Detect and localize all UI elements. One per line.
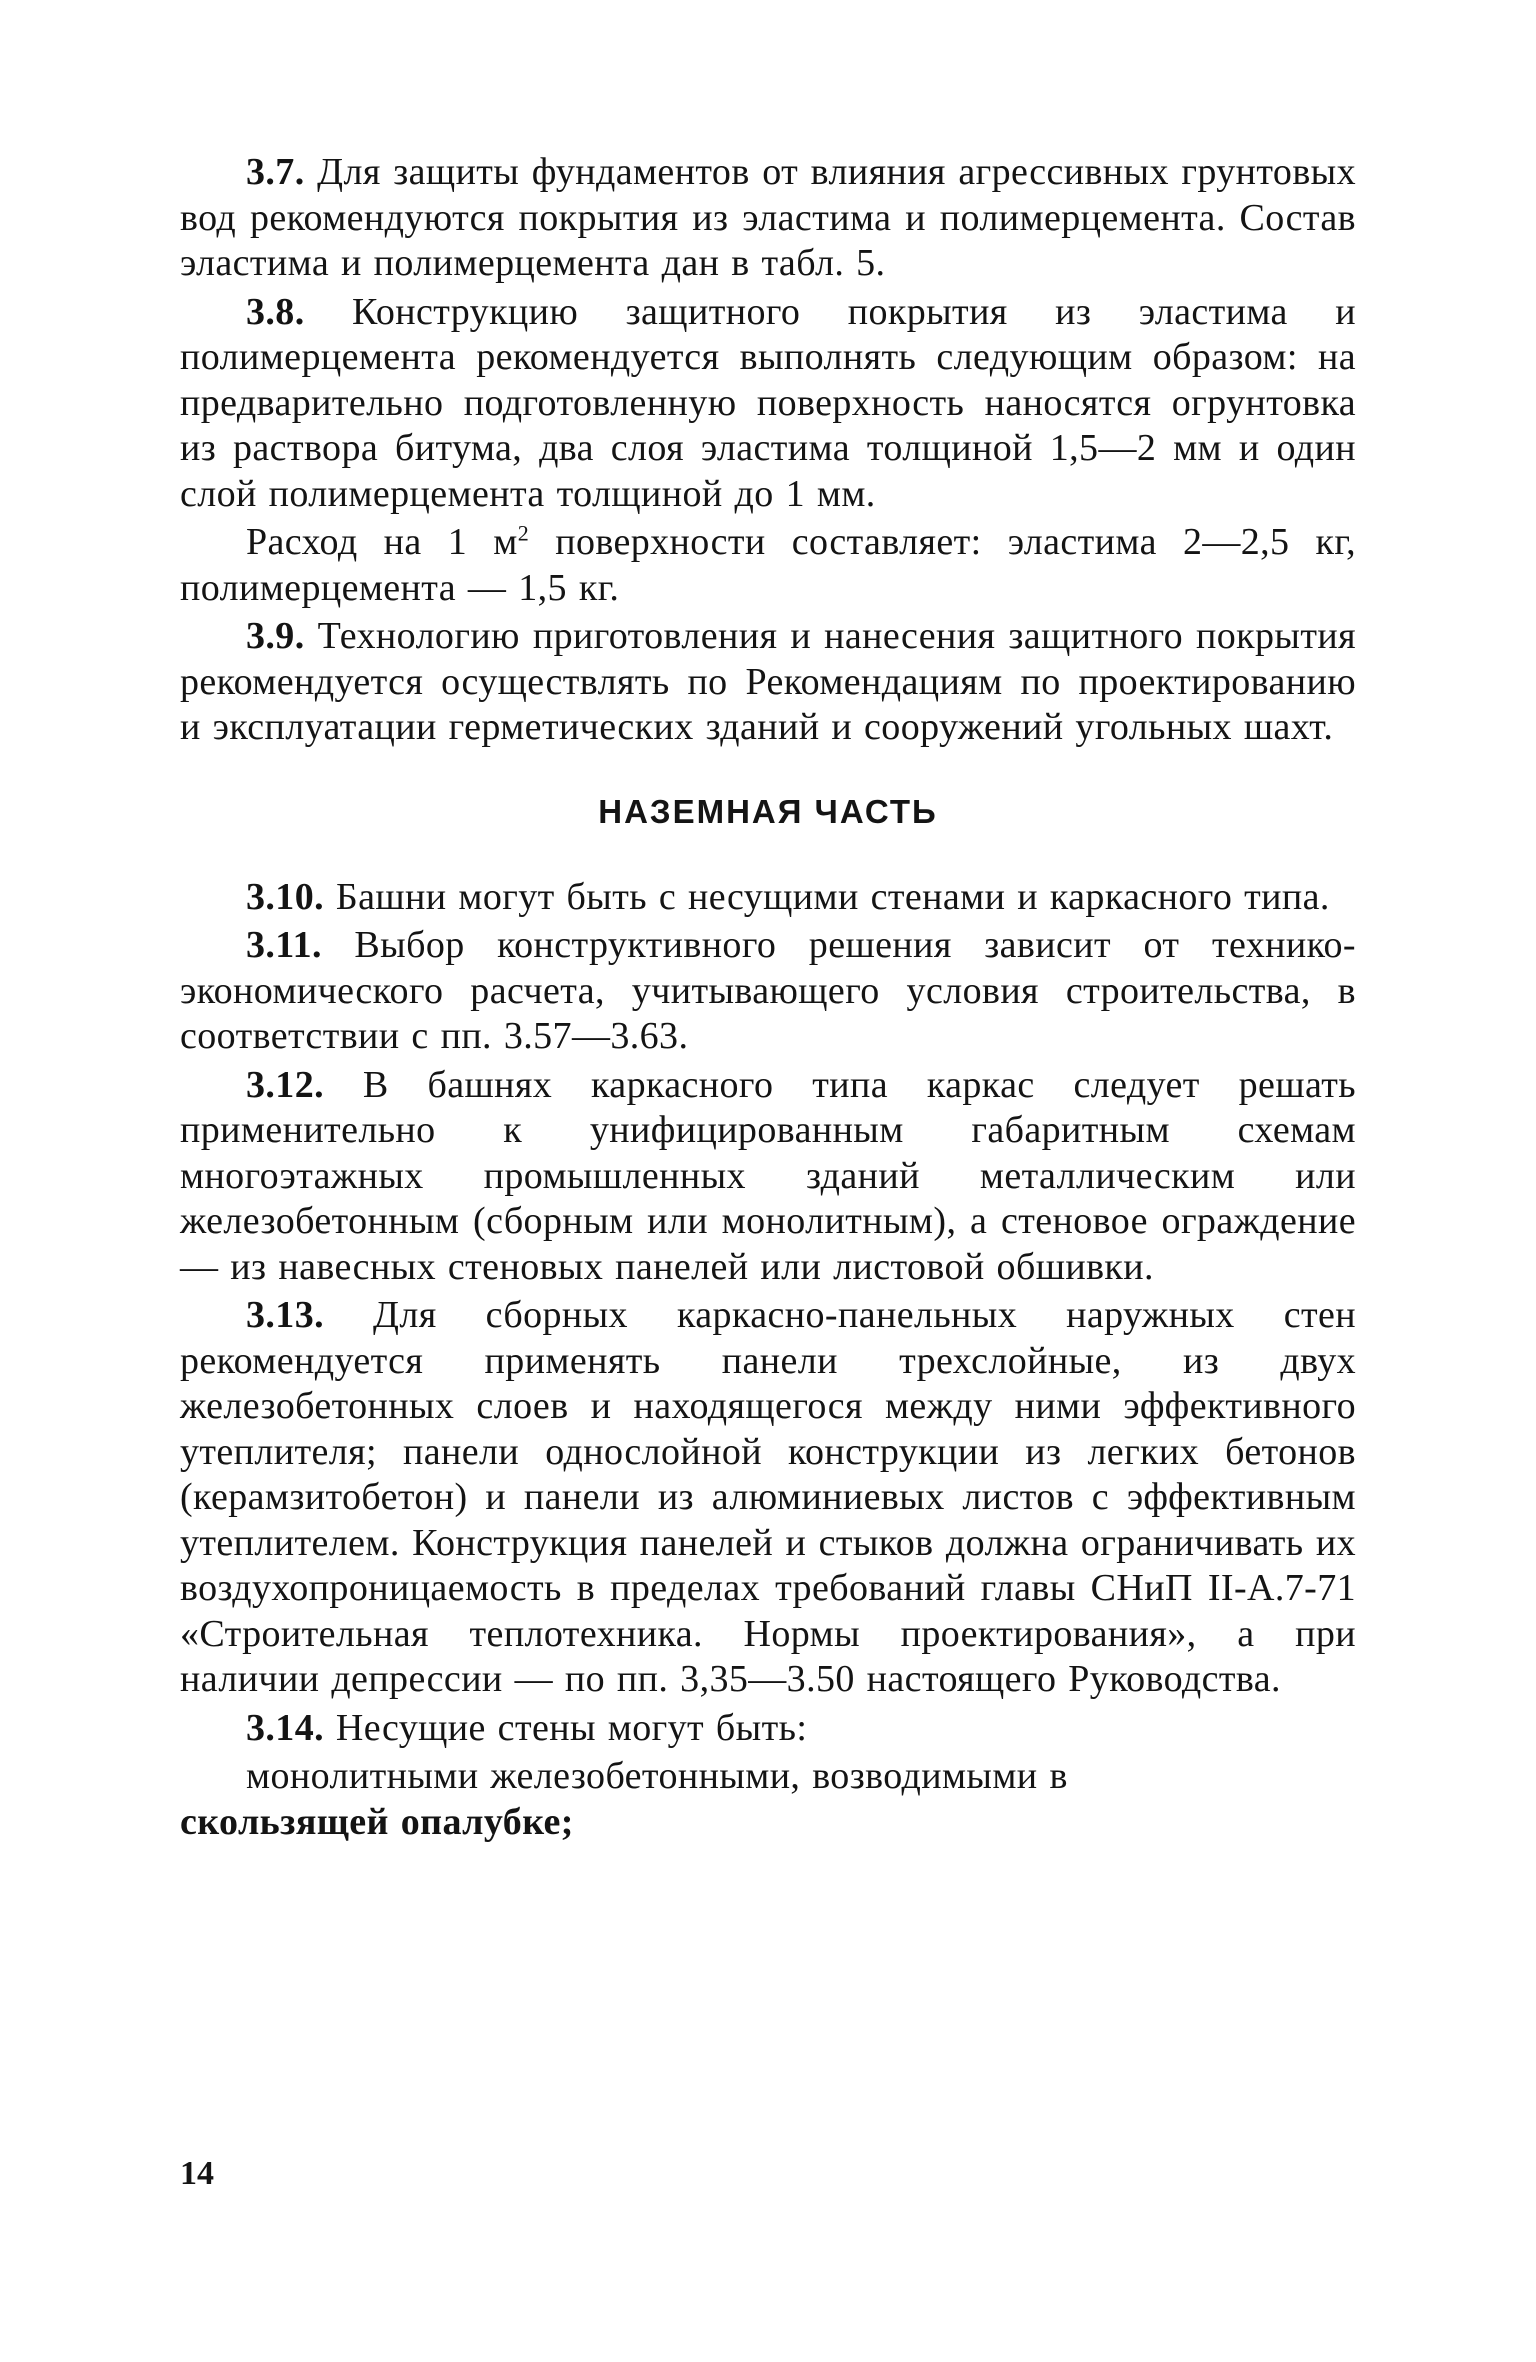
paragraph-3-7	[180, 150, 1356, 287]
paragraph-number: 3.8.	[246, 290, 305, 333]
paragraph-number: 3.12.	[246, 1063, 324, 1106]
paragraph-consumption	[180, 520, 1356, 611]
paragraph-3-11	[180, 923, 1356, 1060]
paragraph-number: 3.9.	[246, 615, 305, 657]
paragraph-3-9	[180, 614, 1356, 751]
section-heading: НАЗЕМНАЯ ЧАСТЬ	[598, 792, 938, 830]
paragraph-3-12	[180, 1063, 1356, 1291]
paragraph-3-13	[180, 1293, 1356, 1703]
paragraph-number: 3.13.	[246, 1294, 324, 1336]
list-item-line-1: монолитными железобетонными, возводимыми в	[246, 1755, 1068, 1797]
paragraph-number: 3.10.	[246, 875, 324, 918]
list-item-line-2: скользящей опалубке;	[180, 1800, 574, 1843]
page-number: 14	[180, 2155, 214, 2192]
paragraph-number: 3.14.	[246, 1706, 324, 1749]
paragraph-3-10	[180, 875, 1356, 921]
paragraph-3-8	[180, 290, 1356, 518]
consumption-text-start: Расход на 1 м	[246, 521, 518, 563]
page-body	[180, 150, 1356, 1848]
paragraph-text: Башни могут быть с несущими стенами и каркасного типа.	[324, 875, 1330, 918]
paragraph-text: Конструкцию защитного покрытия из эластима и полимерцемента рекомендуется выполнять следующим образом: на предварительно подготовленную поверхность наносятся огрунтовка из раствора битума, два слоя эластима толщиной 1,5—2 мм и один слой полимерцемента толщиной до 1 мм.	[180, 290, 1356, 515]
paragraph-text: Для защиты фундаментов от влияния агрессивных грунтовых вод рекомендуются покрытия из эластима и полимерцемента. Состав эластима и полимерцемента дан в табл. 5.	[180, 151, 1356, 284]
superscript-exponent: 2	[517, 520, 530, 546]
paragraph-number: 3.11.	[246, 924, 322, 966]
paragraph-text: Несущие стены могут быть:	[324, 1706, 808, 1749]
paragraph-text: В башнях каркасного типа каркас следует решать применительно к унифицированным габаритным схемам многоэтажных промышленных зданий металлическим или железобетонным (сборным или монолитным), а стеновое ограждение — из навесных стеновых панелей или листовой обшивки.	[180, 1063, 1356, 1288]
paragraph-3-14	[180, 1706, 1356, 1752]
consumption-text-end: поверхности составляет: эластима 2—2,5 кг, полимерцемента — 1,5 кг.	[180, 521, 1357, 609]
paragraph-number: 3.7.	[246, 151, 305, 193]
list-item-monolithic	[180, 1754, 1356, 1845]
paragraph-text: Технологию приготовления и нанесения защитного покрытия рекомендуется осуществлять по Рекомендациям по проектированию и эксплуатации герметических зданий и сооружений угольных шахт.	[180, 615, 1356, 748]
paragraph-text: Выбор конструктивного решения зависит от технико-экономического расчета, учитывающего условия строительства, в соответствии с пп. 3.57—3.63.	[180, 924, 1356, 1057]
paragraph-text: Для сборных каркасно-панельных наружных стен рекомендуется применять панели трехслойные, из двух железобетонных слоев и находящегося между ними эффективного утеплителя; панели однослойной конструкции из легких бетонов (керамзитобетон) и панели из алюминиевых листов с эффективным утеплителем. Конструкция панелей и стыков должна ограничивать их воздухопроницаемость в пределах требований главы СНиП II-А.7-71 «Строительная теплотехника. Нормы проектирования», а при наличии депрессии — по пп. 3,35—3.50 настоящего Руководства.	[180, 1294, 1356, 1700]
